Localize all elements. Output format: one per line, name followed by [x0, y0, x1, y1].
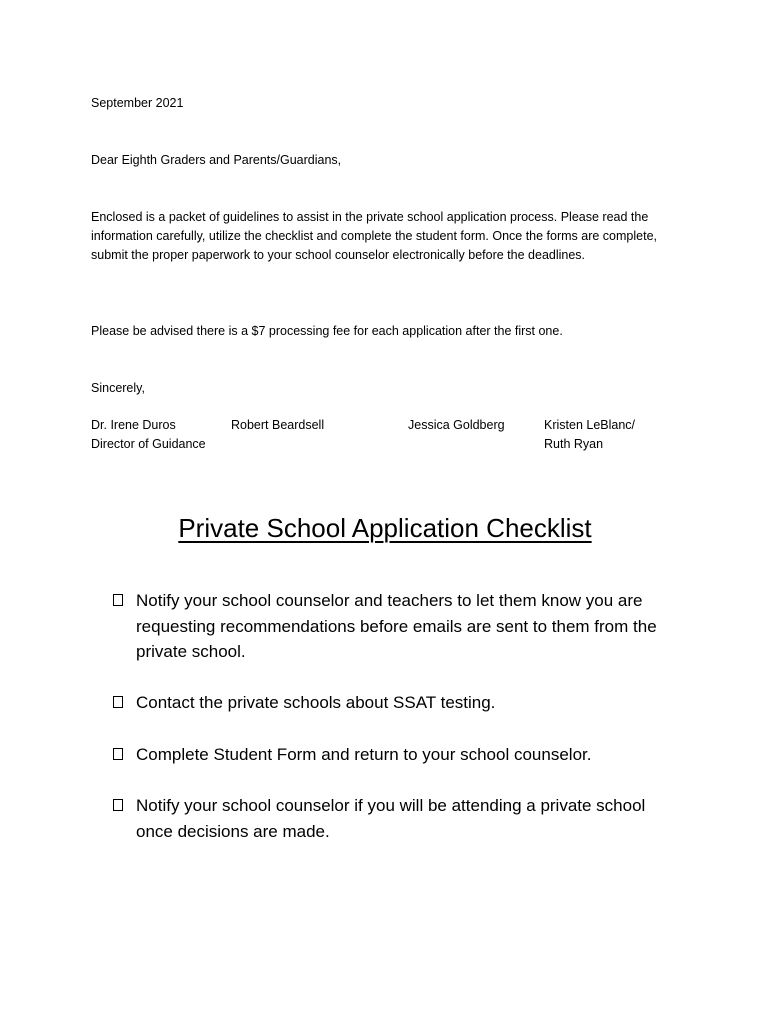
signature-name: Dr. Irene Duros: [91, 418, 176, 432]
letter-body: Enclosed is a packet of guidelines to assist in the private school application process. Please read the information carefully, utilize the checklist and complete the student form. Once the forms are complete, submit the proper paperwork to your school counselor electronically before the deadlines.: [91, 210, 658, 262]
checklist-item-text: Notify your school counselor if you will be attending a private school once decisions are made.: [136, 796, 646, 841]
checkbox[interactable]: [113, 748, 123, 760]
signature-name: Kristen LeBlanc/: [544, 418, 636, 432]
checklist-item-text: Complete Student Form and return to your school counselor.: [136, 745, 592, 764]
signature-block-duros: [91, 416, 206, 454]
signature-title: Director of Guidance: [91, 437, 206, 451]
fee-notice: Please be advised there is a $7 processing fee for each application after the first one.: [91, 324, 563, 338]
checklist-title: Private School Application Checklist: [178, 513, 592, 543]
checklist-item-text: Contact the private schools about SSAT testing.: [136, 693, 496, 712]
checkbox[interactable]: [113, 696, 123, 708]
signature-name: Robert Beardsell: [231, 418, 325, 432]
letter-salutation: Dear Eighth Graders and Parents/Guardians,: [91, 153, 342, 167]
signature-name: Jessica Goldberg: [408, 418, 505, 432]
checklist-item: [113, 742, 683, 768]
checklist-item: [113, 588, 683, 665]
letter-date: September 2021: [91, 96, 184, 110]
letter-closing: Sincerely,: [91, 381, 145, 395]
checklist-item: [113, 690, 683, 716]
signature-block-leblanc-ryan: [544, 416, 635, 454]
checklist-item-text: Notify your school counselor and teachers to let them know you are requesting recommendations before emails are sent to them from the private school.: [136, 591, 657, 661]
checkbox[interactable]: [113, 594, 123, 606]
signature-title: Ruth Ryan: [544, 437, 604, 451]
checkbox[interactable]: [113, 799, 123, 811]
signature-block-goldberg: [408, 416, 505, 435]
signature-block-beardsell: [231, 416, 324, 435]
checklist-item: [113, 793, 683, 844]
